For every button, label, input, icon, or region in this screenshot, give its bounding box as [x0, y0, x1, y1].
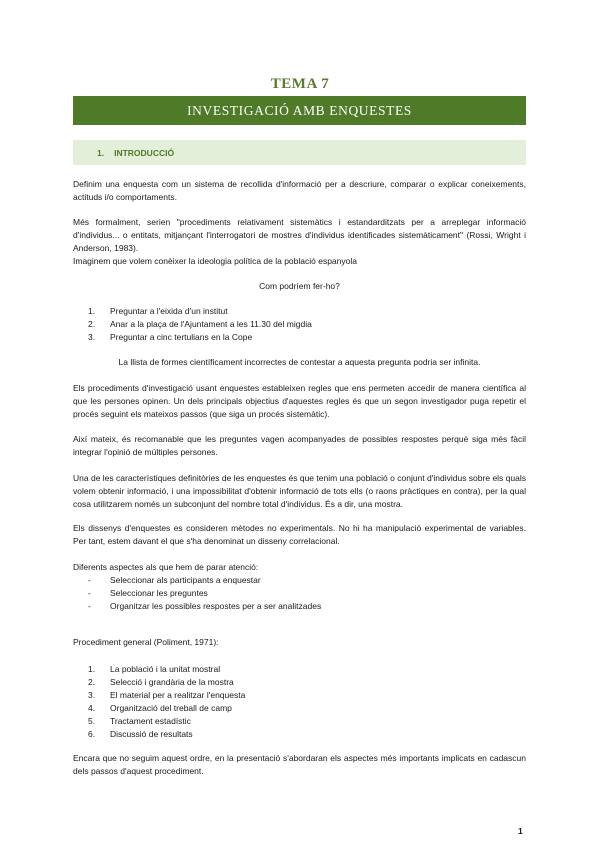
list-marker: 1. — [88, 306, 96, 316]
list-text: Seleccionar als participants a enquestar — [110, 575, 261, 585]
paragraph: Encara que no seguim aquest ordre, en la presentació s'abordaran els aspectes més importants implicats en cadascun dels passos d'aquest procediment. — [73, 753, 526, 776]
page-number: 1 — [518, 826, 523, 836]
chapter-title: INVESTIGACIÓ AMB ENQUESTES — [187, 102, 412, 118]
list-text: Preguntar a cinc tertulians en la Cope — [110, 332, 253, 342]
paragraph: Els procediments d'investigació usant enquestes estableixen regles que ens permeten accedir de manera científica al que les persones opinen. Un dels principals objectius d'aquestes regles és que un segon investigador puga repetir el procés seguint els mateixos passos (que siga un procés sistemàtic). — [73, 383, 526, 419]
paragraph-question: Com podríem fer-ho? — [259, 281, 340, 291]
paragraph: Així mateix, és recomanable que les preguntes vagen acompanyades de possibles respostes perquè siga més fàcil integrar l'opinió de múltiples persones. — [73, 434, 526, 457]
list-marker: 2. — [88, 319, 96, 329]
list-text: Seleccionar les preguntes — [110, 588, 208, 598]
chapter-label: TEMA 7 — [270, 76, 330, 92]
list-marker: - — [88, 588, 91, 598]
paragraph: Definim una enquesta com un sistema de recollida d'informació per a descriure, comparar o explicar coneixements, actituds i/o comportaments. — [73, 179, 526, 202]
paragraph: Els dissenys d'enquestes es consideren mètodes no experimentals. No hi ha manipulació experimental de variables. Per tant, estem davant el que s'ha denominat un disseny correlacional. — [73, 523, 526, 546]
section-number: 1. — [97, 147, 105, 158]
list-marker: 4. — [88, 703, 96, 713]
paragraph: Més formalment, serien "procediments relativament sistemàtics i estandarditzats per a arreplegar informació d'individus... o entitats, mitjançant l'interrogatori de mostres d'individus identificades sistemàticament" (Rossi, Wright i Anderson, 1983). — [73, 217, 526, 253]
list-text: El material per a realitzar l'enquesta — [110, 690, 246, 700]
list-text: Organitzar les possibles respostes per a ser analitzades — [110, 601, 322, 611]
list-marker: 3. — [88, 332, 96, 342]
list-text: Tractament estadístic — [110, 716, 191, 726]
list-marker: - — [88, 575, 91, 585]
paragraph: Una de les característiques definitòries de les enquestes és que tenim una població o conjunt d'individus sobre els quals volem obtenir informació, i una impossibilitat d'obtenir informació de tots ells (o raons pràctiques en contra), per la qual cosa utilitzarem només un subconjunt del nombre total d'individus. És a dir, una mostra. — [73, 473, 526, 509]
chapter-title-banner — [73, 96, 526, 125]
list-text: Preguntar a l'eixida d'un institut — [110, 306, 228, 316]
section-heading — [73, 140, 526, 165]
list-text: Organització del treball de camp — [110, 703, 232, 713]
list-text: Selecció i grandària de la mostra — [110, 677, 234, 687]
list-marker: 3. — [88, 690, 96, 700]
paragraph: Procediment general (Poliment, 1971): — [73, 637, 219, 647]
paragraph: Imaginem que volem conèixer la ideologia política de la població espanyola — [73, 256, 357, 266]
paragraph: La llista de formes científicament incorrectes de contestar a aquesta pregunta podria ser infinita. — [118, 357, 481, 367]
list-marker: - — [88, 601, 91, 611]
list-marker: 6. — [88, 729, 96, 739]
list-text: Discussió de resultats — [110, 729, 193, 739]
list-text: La població i la unitat mostral — [110, 664, 221, 674]
section-label: INTRODUCCIÓ — [114, 147, 175, 158]
list-marker: 2. — [88, 677, 96, 687]
list-text: Anar a la plaça de l'Ajuntament a les 11.30 del migdia — [110, 319, 312, 329]
list-marker: 1. — [88, 664, 96, 674]
paragraph: Diferents aspectes als que hem de parar atenció: — [73, 562, 259, 572]
list-marker: 5. — [88, 716, 96, 726]
